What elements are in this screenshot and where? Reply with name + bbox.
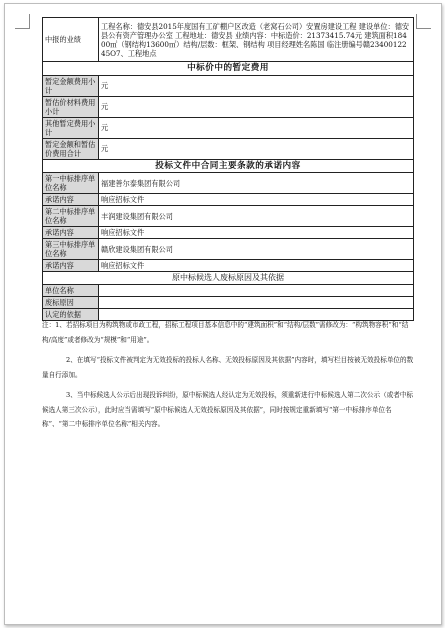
- commitment-label: 承诺内容: [43, 227, 99, 239]
- commitment-row: [43, 194, 414, 206]
- commitment-label: 第二中标排序单位名称: [43, 206, 99, 227]
- fee-label: 暂定金额和暂估价费用合计: [43, 138, 99, 159]
- commitment-label: 承诺内容: [43, 194, 99, 206]
- disqualified-label: 废标原因: [43, 297, 99, 309]
- fee-row: [43, 75, 414, 96]
- note-1: 注：1、若招标项目为构筑物或市政工程，招标工程项目基本信息中的“建筑面积”和“结构/层数”需修改为：“构筑物容积”和“结构/高度”或者修改为“规模”和“用途”。: [42, 321, 409, 344]
- bid-result-form-table: [42, 17, 414, 321]
- performance-row: [43, 18, 414, 62]
- commitments-section-header: [43, 159, 414, 173]
- disqualified-label: 单位名称: [43, 285, 99, 297]
- commitment-label: 第一中标排序单位名称: [43, 173, 99, 194]
- commitment-value: 福建善尔泰集团有限公司: [99, 173, 414, 194]
- notes-section: [42, 318, 414, 438]
- crop-mark-top-right: [416, 14, 431, 29]
- commitment-row: [43, 239, 414, 260]
- commitment-row: [43, 173, 414, 194]
- note-3: 3、当中标候选人公示后出现投诉纠纷，原中标候选人经认定为无效投标，须重新进行中标候选人第二次公示（或者中标候选人第三次公示），此时应当需填写“原中标候选人无效投标原因及其依据”，同时按规定重新填写“第一中标排序单位名称”、“第二中标排序单位名称”相关内容。: [42, 391, 414, 428]
- performance-text: 工程名称：德安县2015年度国有工矿棚户区改造（老窝石公司）安置房建设工程 建设单位：德安县公有资产管理办公室 工程地址：德安县 业绩内容：中标造价：21373415.74元 建筑面积18400㎡（钢结构13600㎡）结构/层数：框架、钢结构 项目经理姓名陈国 临注册编号赣2340012245O7、工程地点: [99, 18, 414, 62]
- commitment-row: [43, 227, 414, 239]
- fees-section-header: [43, 62, 414, 76]
- disqualified-label: 认定的依据: [43, 309, 99, 321]
- fee-value: 元: [99, 96, 414, 117]
- commitment-value: 响应招标文件: [99, 194, 414, 206]
- fee-value: 元: [99, 117, 414, 138]
- commitment-value: 丰润建设集团有限公司: [99, 206, 414, 227]
- disqualified-title: 原中标候选人废标原因及其依据: [43, 272, 414, 285]
- fees-title: 中标价中的暂定费用: [43, 62, 414, 76]
- fee-label: 暂估价材料费用小计: [43, 96, 99, 117]
- fee-value: 元: [99, 138, 414, 159]
- fee-value: 元: [99, 75, 414, 96]
- performance-label: 中报的业绩: [43, 18, 99, 62]
- fee-row: [43, 117, 414, 138]
- disqualified-value: [99, 297, 414, 309]
- disqualified-row: [43, 285, 414, 297]
- document-page: [4, 3, 442, 625]
- note-2: 2、在填写“投标文件被判定为无效投标的投标人名称、无效投标原因及其依据”内容时，填写栏目按被无效投标单位的数量自行添加。: [42, 356, 414, 379]
- disqualified-row: [43, 297, 414, 309]
- commitments-title: 投标文件中合同主要条款的承诺内容: [43, 159, 414, 173]
- commitment-row: [43, 260, 414, 272]
- fee-label: 其他暂定费用小计: [43, 117, 99, 138]
- commitment-label: 第三中标排序单位名称: [43, 239, 99, 260]
- disqualified-section-header: [43, 272, 414, 285]
- crop-mark-top-left: [15, 14, 30, 29]
- fee-label: 暂定金额费用小计: [43, 75, 99, 96]
- fee-row: [43, 138, 414, 159]
- commitment-value: 响应招标文件: [99, 260, 414, 272]
- commitment-value: 响应招标文件: [99, 227, 414, 239]
- commitment-row: [43, 206, 414, 227]
- fee-row: [43, 96, 414, 117]
- commitment-label: 承诺内容: [43, 260, 99, 272]
- commitment-value: 赣欣建设集团有限公司: [99, 239, 414, 260]
- disqualified-value: [99, 285, 414, 297]
